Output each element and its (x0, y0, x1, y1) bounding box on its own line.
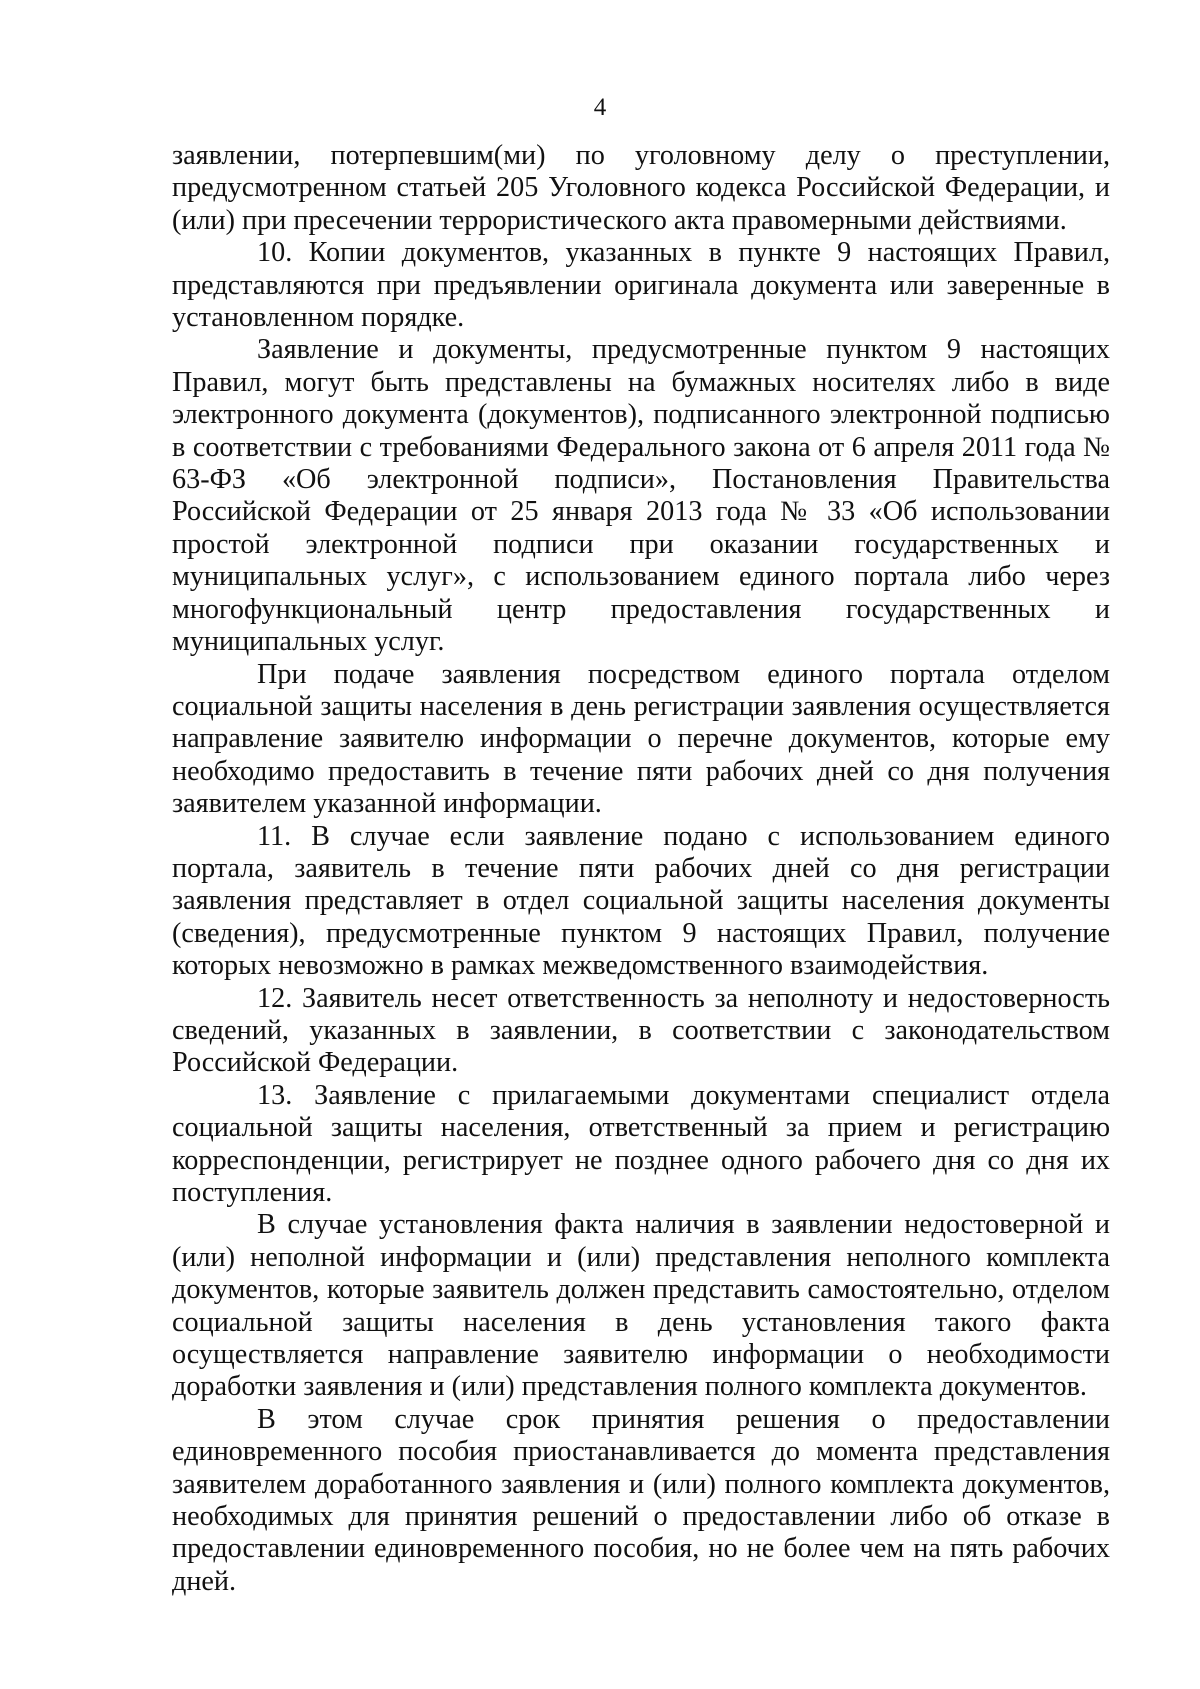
page-number: 4 (593, 94, 607, 121)
paragraph-item-10: 10. Копии документов, указанных в пункте 9 настоящих Правил, представляются при предъявлении оригинала документа или заверенные в установленном порядке. (172, 237, 1110, 334)
paragraph-electronic-submission: Заявление и документы, предусмотренные пунктом 9 настоящих Правил, могут быть представлены на бумажных носителях либо в виде электронного документа (документов), подписанного электронной подписью в соответствии с требованиями Федерального закона от 6 апреля 2011 года № 63-ФЗ «Об электронной подписи», Постановления Правительства Российской Федерации от 25 января 2013 года № 33 «Об использовании простой электронной подписи при оказании государственных и муниципальных услуг», с использованием единого портала либо через многофункциональный центр предоставления государственных и муниципальных услуг. (172, 334, 1110, 658)
paragraph-item-12: 12. Заявитель несет ответственность за неполноту и недостоверность сведений, указанных в заявлении, в соответствии с законодательством Российской Федерации. (172, 982, 1110, 1079)
document-body (172, 140, 1110, 1598)
paragraph-continuation: заявлении, потерпевшим(ми) по уголовному делу о преступлении, предусмотренном статьей 205 Уголовного кодекса Российской Федерации, и (или) при пресечении террористического акта правомерными действиями. (172, 140, 1110, 236)
paragraph-suspension: В этом случае срок принятия решения о предоставлении единовременного пособия приостанавливается до момента представления заявителем доработанного заявления и (или) полного комплекта документов, необходимых для принятия решений о предоставлении либо об отказе в предоставлении единовременного пособия, но не более чем на пять рабочих дней. (172, 1403, 1110, 1597)
paragraph-incomplete-info: В случае установления факта наличия в заявлении недостоверной и (или) неполной информации и (или) представления неполного комплекта документов, которые заявитель должен представить самостоятельно, отделом социальной защиты населения в день установления такого факта осуществляется направление заявителю информации о необходимости доработки заявления и (или) представления полного комплекта документов. (172, 1209, 1110, 1403)
paragraph-item-13: 13. Заявление с прилагаемыми документами специалист отдела социальной защиты населения, ответственный за прием и регистрацию корреспонденции, регистрирует не позднее одного рабочего дня со дня их поступления. (172, 1079, 1110, 1208)
paragraph-portal-submission: При подаче заявления посредством единого портала отделом социальной защиты населения в день регистрации заявления осуществляется направление заявителю информации о перечне документов, которые ему необходимо предоставить в течение пяти рабочих дней со дня получения заявителем указанной информации. (172, 658, 1110, 820)
paragraph-item-11: 11. В случае если заявление подано с использованием единого портала, заявитель в течение пяти рабочих дней со дня регистрации заявления представляет в отдел социальной защиты населения документы (сведения), предусмотренные пунктом 9 настоящих Правил, получение которых невозможно в рамках межведомственного взаимодействия. (172, 820, 1110, 982)
